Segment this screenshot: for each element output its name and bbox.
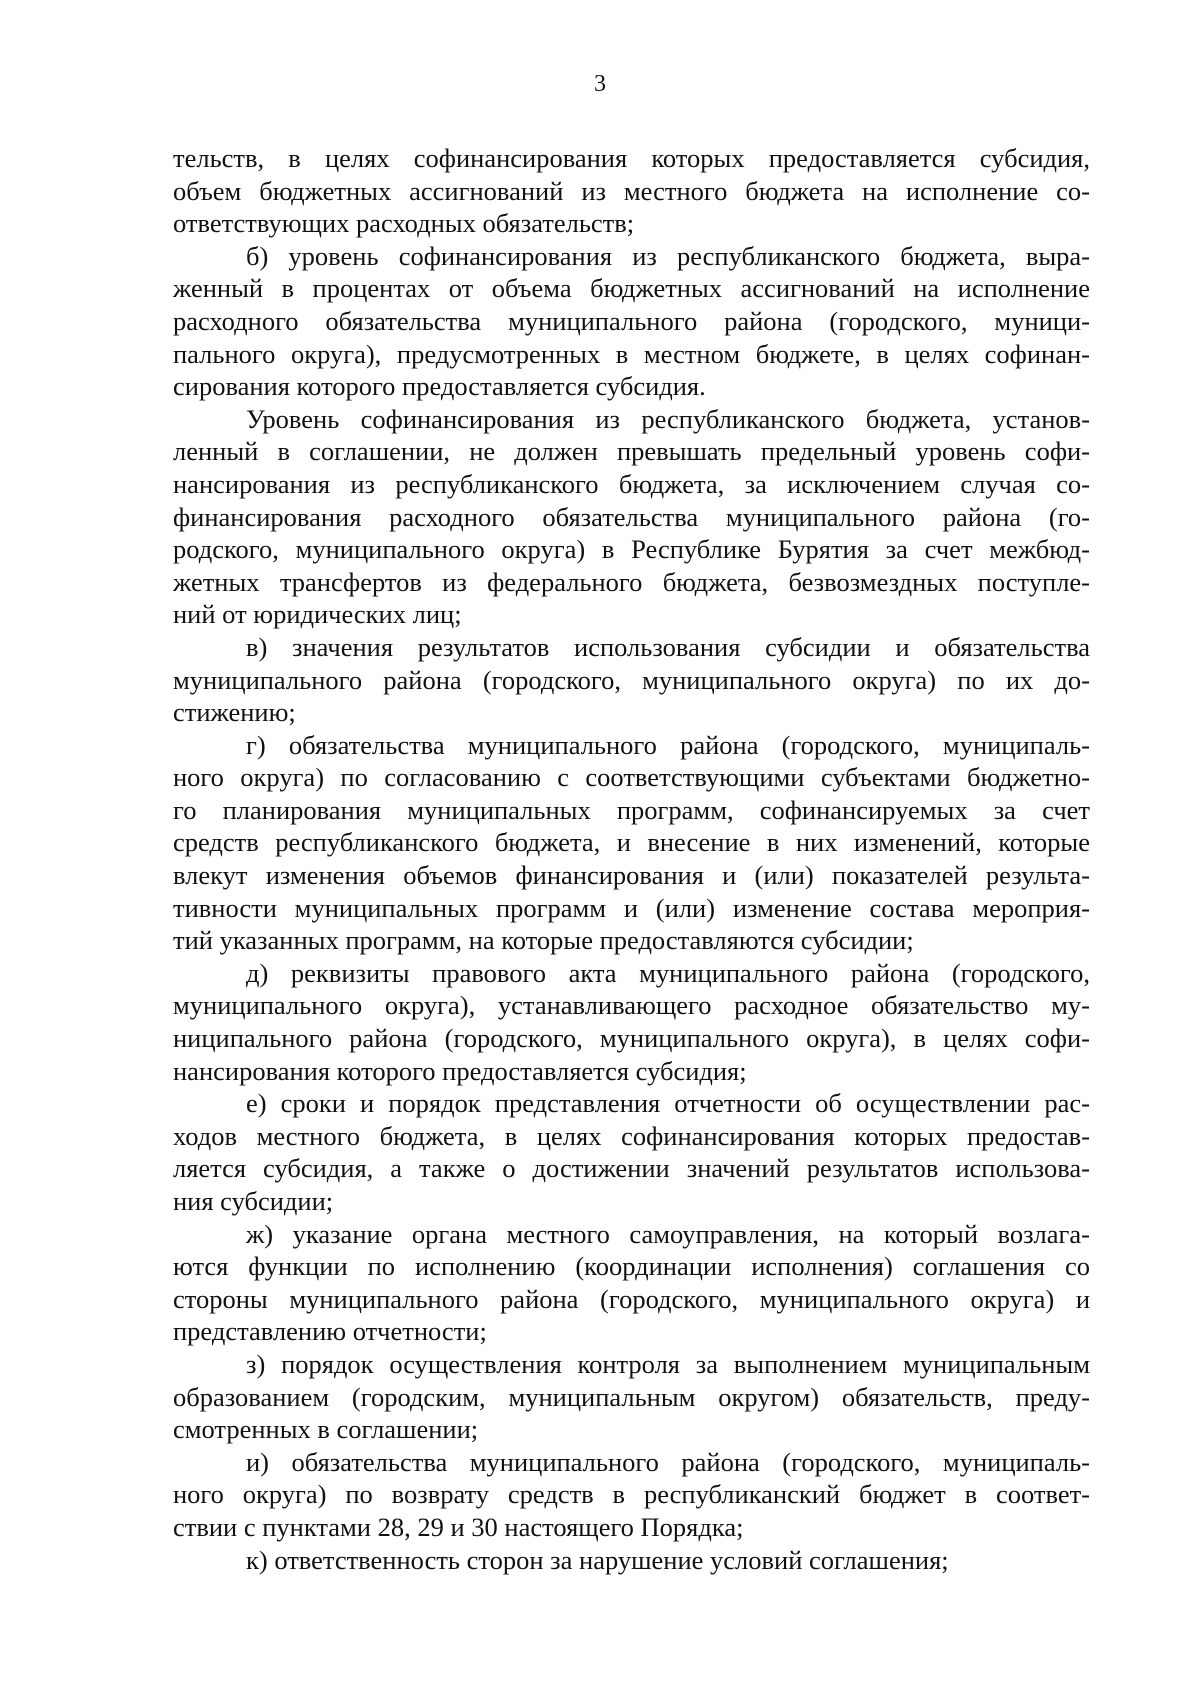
text-line: тий указанных программ, на которые предоставляются субсидии; [173, 925, 914, 956]
text-line: ного округа) по возврату средств в республиканский бюджет в соответ- [173, 1479, 1090, 1510]
text-line: ния субсидии; [173, 1186, 334, 1216]
text-line: смотренных в соглашении; [173, 1414, 479, 1445]
text-line: объем бюджетных ассигнований из местного бюджета на исполнение со- [173, 175, 1090, 206]
text-line: ствии с пунктами 28, 29 и 30 настоящего Порядка; [173, 1511, 744, 1542]
text-line: влекут изменения объемов финансирования и (или) показателей результа- [173, 860, 1090, 891]
text-line: в) значения результатов использования субсидии и обязательства [246, 631, 1090, 662]
text-line: з) порядок осуществления контроля за выполнением муниципальным [246, 1348, 1090, 1379]
text-line: ленный в соглашении, не должен превышать предельный уровень софи- [173, 436, 1090, 467]
paragraph [173, 1544, 1090, 1577]
text-line: пального округа), предусмотренных в местном бюджете, в целях софинан- [173, 338, 1090, 369]
text-line: стижению; [173, 697, 296, 728]
paragraph [173, 1348, 1090, 1446]
text-line: женный в процентах от объема бюджетных ассигнований на исполнение [173, 273, 1090, 304]
text-line: представлению отчетности; [173, 1316, 487, 1347]
paragraph [173, 729, 1090, 957]
text-line: тельств, в целях софинансирования которых предоставляется субсидия, [173, 143, 1090, 173]
text-line: муниципального округа), устанавливающего расходное обязательство му- [173, 990, 1090, 1021]
paragraph [173, 240, 1090, 403]
text-line: ответствующих расходных обязательств; [173, 208, 635, 239]
text-line: Уровень софинансирования из республиканского бюджета, установ- [246, 403, 1090, 434]
text-line: сирования которого предоставляется субсидия. [173, 371, 706, 402]
text-line: нансирования которого предоставляется субсидия; [173, 1055, 747, 1086]
text-line: ляется субсидия, а также о достижении значений результатов использова- [173, 1153, 1090, 1184]
text-line: ж) указание органа местного самоуправления, на который возлага- [246, 1218, 1090, 1249]
paragraph [173, 1218, 1090, 1348]
text-line: ниципального района (городского, муниципального округа), в целях софи- [173, 1023, 1090, 1054]
text-line: го планирования муниципальных программ, софинансируемых за счет [173, 794, 1090, 825]
text-line: тивности муниципальных программ и (или) изменение состава мероприя- [173, 892, 1090, 923]
text-line: финансирования расходного обязательства муниципального района (го- [173, 501, 1090, 532]
paragraph [173, 1087, 1090, 1217]
text-line: д) реквизиты правового акта муниципального района (городского, [246, 957, 1090, 988]
text-line: ются функции по исполнению (координации исполнения) соглашения со [173, 1251, 1090, 1282]
text-line: жетных трансфертов из федерального бюджета, безвозмездных поступле- [173, 566, 1090, 597]
text-line: и) обязательства муниципального района (городского, муниципаль- [246, 1446, 1090, 1477]
text-line: расходного обязательства муниципального района (городского, муници- [173, 305, 1090, 336]
page-number: 3 [594, 71, 606, 97]
text-line: нансирования из республиканского бюджета, за исключением случая со- [173, 468, 1090, 499]
text-line: к) ответственность сторон за нарушение условий соглашения; [246, 1544, 949, 1575]
paragraph [173, 631, 1090, 729]
text-line: родского, муниципального округа) в Республике Бурятия за счет межбюд- [173, 534, 1090, 565]
paragraph [173, 403, 1090, 631]
text-line: ний от юридических лиц; [173, 599, 462, 630]
text-line: ного округа) по согласованию с соответствующими субъектами бюджетно- [173, 762, 1090, 793]
text-line: б) уровень софинансирования из республиканского бюджета, выра- [246, 240, 1090, 271]
document-body [173, 142, 1090, 1576]
text-line: ходов местного бюджета, в целях софинансирования которых предостав- [173, 1120, 1090, 1151]
text-line: муниципального района (городского, муниципального округа) по их до- [173, 664, 1090, 695]
paragraph [173, 1446, 1090, 1544]
text-line: образованием (городским, муниципальным округом) обязательств, преду- [173, 1381, 1090, 1412]
paragraph [173, 957, 1090, 1087]
text-line: г) обязательства муниципального района (городского, муниципаль- [246, 729, 1090, 760]
paragraph [173, 142, 1090, 240]
text-line: средств республиканского бюджета, и внесение в них изменений, которые [173, 827, 1090, 858]
text-line: стороны муниципального района (городского, муниципального округа) и [173, 1283, 1090, 1314]
text-line: е) сроки и порядок представления отчетности об осуществлении рас- [246, 1088, 1090, 1119]
